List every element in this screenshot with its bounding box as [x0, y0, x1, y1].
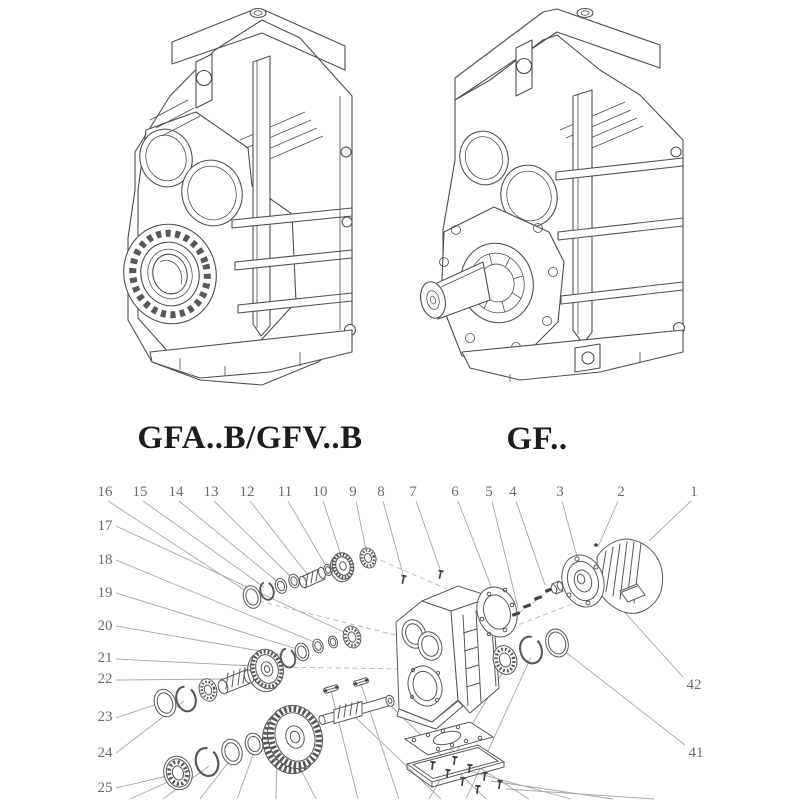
- callout-14: 14: [168, 484, 184, 500]
- callout-20: 20: [97, 618, 113, 634]
- callout-15: 15: [132, 484, 148, 500]
- callout-23: 23: [97, 709, 113, 725]
- callout-5: 5: [485, 484, 493, 500]
- callout-21: 21: [97, 650, 113, 666]
- callout-17: 17: [97, 518, 113, 534]
- callout-7: 7: [409, 484, 417, 500]
- callout-16: 16: [97, 484, 113, 500]
- callout-22: 22: [97, 671, 113, 687]
- callout-6: 6: [451, 484, 459, 500]
- callout-11: 11: [277, 484, 293, 500]
- callout-42: 42: [686, 677, 702, 693]
- callout-41: 41: [688, 745, 704, 761]
- callout-13: 13: [203, 484, 219, 500]
- callout-19: 19: [97, 585, 113, 601]
- motor-bolt-dot: [594, 543, 598, 547]
- callout-4: 4: [509, 484, 517, 500]
- callout-1: 1: [690, 484, 698, 500]
- callout-3: 3: [556, 484, 564, 500]
- model-label-right: GF..: [506, 421, 568, 457]
- callout-18: 18: [97, 552, 113, 568]
- callout-25: 25: [97, 780, 113, 796]
- callout-12: 12: [239, 484, 255, 500]
- callout-2: 2: [617, 484, 625, 500]
- callout-9: 9: [349, 484, 357, 500]
- callout-8: 8: [377, 484, 385, 500]
- callout-24: 24: [97, 745, 113, 761]
- callout-10: 10: [312, 484, 328, 500]
- model-label-left: GFA..B/GFV..B: [137, 420, 363, 456]
